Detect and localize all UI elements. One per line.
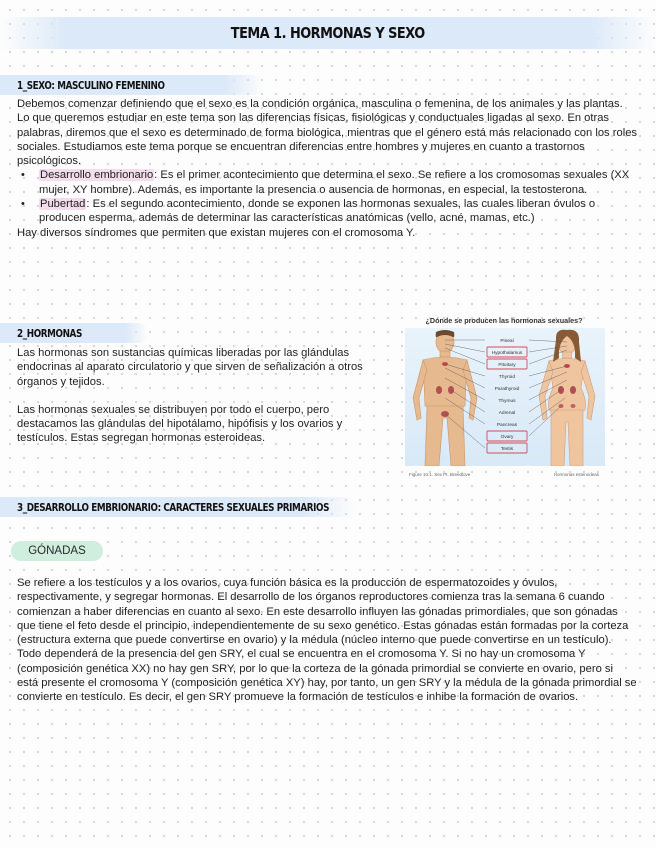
label-testis: Testis: [500, 447, 514, 452]
title-band: [0, 17, 656, 49]
label-pineal: Pineal: [500, 339, 514, 344]
section-3-heading-text: 3_DESARROLLO EMBRIONARIO: CARACTERES SEXUALES PRIMARIOS: [17, 500, 330, 514]
hormones-figure: [401, 316, 607, 476]
figure-caption: [401, 472, 607, 477]
label-parathyroid: Parathyroid: [494, 387, 520, 392]
section-3-body: [17, 576, 637, 705]
section-1-bullets: [17, 168, 637, 225]
bullet-pubertad: [17, 197, 637, 226]
section-2-heading-text: 2_HORMONAS: [17, 326, 82, 340]
section-3-heading: [0, 497, 356, 517]
label-hypothalamus: Hypothalamus: [491, 351, 523, 356]
section-1-heading-text: 1_SEXO: MASCULINO FEMENINO: [17, 78, 165, 92]
figure-caption-left: Figure 10.1. Sex Pt. Breedlove: [409, 472, 471, 477]
section-2-paragraph-2: Las hormonas sexuales se distribuyen por todo el cuerpo, pero destacamos las glándulas del hipotálamo, hipófisis y los ovarios y testículos. Estas segregan hormonas esteroideas.: [17, 403, 343, 445]
bullet-desarrollo-text: : Es el primer acontecimiento que determina el sexo. Se refiere a los cromosomas sexuales (XX mujer, XY hombre). Además, es importante la presencia o ausencia de hormonas, en especial, la testosterona.: [39, 169, 630, 196]
gonadas-subheading-text: GÓNADAS: [28, 545, 86, 557]
section-1-closing: Hay diversos síndromes que permiten que existan mujeres con el cromosoma Y.: [17, 226, 416, 239]
gonadas-subheading: [11, 541, 103, 561]
bullet-pubertad-term: Pubertad: [40, 198, 86, 211]
figure-caption-right: Hormonas esteroideas: [553, 472, 599, 477]
label-pancreas: Pancreas: [496, 423, 518, 428]
figure-illustration: [405, 328, 605, 466]
section-2-paragraph-1: Las hormonas son sustancias químicas liberadas por las glándulas endocrinas al aparato circulatorio y que sirven de señalización a otros órganos y tejidos.: [17, 347, 363, 388]
anatomy-illustration-icon: [405, 328, 605, 466]
bullet-desarrollo-term: Desarrollo embrionario: [40, 169, 154, 182]
label-thymus: Thymus: [498, 399, 516, 404]
figure-title: ¿Dónde se producen las hormonas sexuales?: [425, 316, 583, 325]
bullet-pubertad-text: : Es el segundo acontecimiento, donde se exponen las hormonas sexuales, las cuales liberan óvulos o producen esperma, además de determinar las características anatómicas (vello, acné, mamas, etc.): [39, 198, 596, 225]
section-1-heading: [0, 75, 264, 95]
section-1-body: [17, 97, 637, 240]
section-3-paragraph: Se refiere a los testículos y a los ovarios, cuya función básica es la producción de espermatozoides y óvulos, respectivamente, y segregar hormonas. El desarrollo de los órganos reproductores comienza tras la semana 6 cuando comienzan a haber diferencias en cuanto al sexo. En este desarrollo influyen las gónadas primordiales, que son gónadas que tiene el feto desde el principio, independientemente de su sexo genético. Estas gónadas están formadas por la corteza (estructura externa que puede convertirse en ovario) y la médula (núcleo interno que puede convertirse en un testículo). Todo dependerá de la presencia del gen SRY, el cual se encuentra en el cromosoma Y. Si no hay un cromosoma Y (composición genética XX) no hay gen SRY, por lo que la corteza de la gónada primordial se convierte en ovario, pero si está presente el cromosoma Y (composición genética XY) hay, por tanto, un gen SRY y la médula de la gónada primordial se convierte en testículo. Es decir, el gen SRY promueve la formación de testículos e inhibe la formación de ovarios.: [17, 577, 637, 704]
label-thyroid: Thyroid: [499, 375, 515, 380]
section-2-body: [17, 346, 389, 446]
label-pituitary: Pituitary: [498, 363, 516, 368]
bullet-desarrollo: [17, 168, 637, 197]
label-ovary: Ovary: [500, 435, 514, 440]
label-adrenal: Adrenal: [498, 411, 516, 416]
section-2-heading: [0, 323, 148, 343]
page-title: TEMA 1. HORMONAS Y SEXO: [231, 24, 425, 42]
section-1-paragraph: Debemos comenzar definiendo que el sexo es la condición orgánica, masculina o femenina, de los animales y las plantas. Lo que queremos estudiar en este tema son las diferencias físicas, fisiológicas y conductuales ligadas al sexo. En otras palabras, diremos que el sexo es determinado de forma biológica, mientras que el género está más relacionado con los roles sociales. Estudiamos este tema porque se encuentran diferencias entre hombres y mujeres en cuanto a trastornos psicológicos.: [17, 98, 638, 168]
